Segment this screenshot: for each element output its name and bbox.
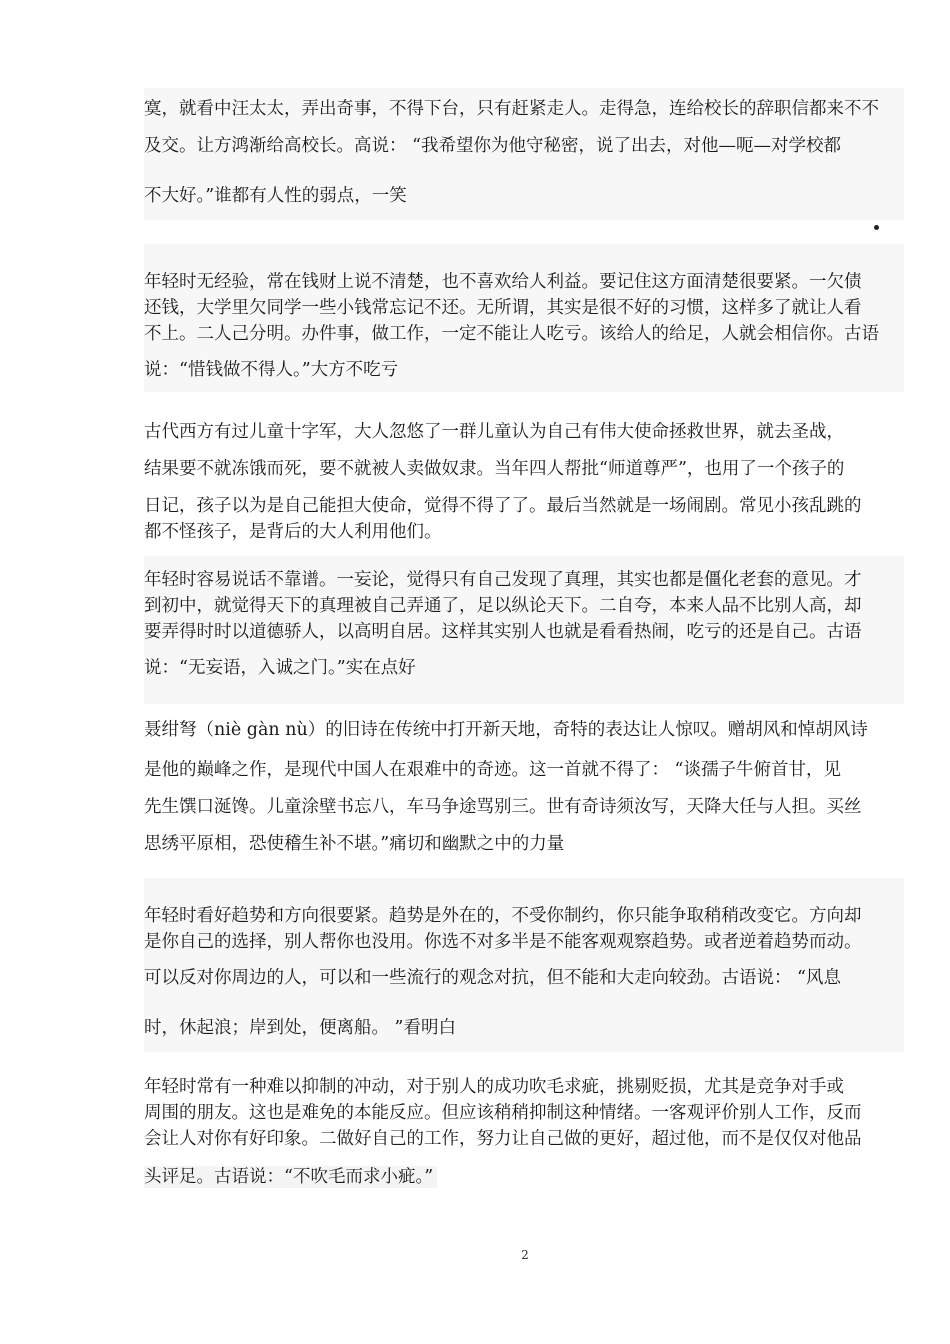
- paragraph-2: [144, 244, 904, 392]
- text-line: 时，休起浪；岸到处，便离船。 ”看明白: [144, 1018, 457, 1038]
- text-line: 是你自己的选择，别人帮你也没用。你选不对多半是不能客观观察趋势。或者逆着趋势而动。: [144, 932, 862, 952]
- text-line: 还钱，大学里欠同学一些小钱常忘记不还。无所谓，其实是很不好的习惯，这样多了就让人看: [144, 298, 862, 318]
- text-line: 寞，就看中汪太太，弄出奇事，不得下台，只有赶紧走人。走得急，连给校长的辞职信都来不不: [144, 99, 879, 119]
- text-line: 会让人对你有好印象。二做好自己的工作，努力让自己做的更好，超过他，而不是仅仅对他品: [144, 1129, 862, 1149]
- text-line: 要弄得时时以道德骄人，以高明自居。这样其实别人也就是看看热闹，吃亏的还是自己。古语: [144, 622, 862, 642]
- text-line: 年轻时常有一种难以抑制的冲动，对于别人的成功吹毛求疵，挑剔贬损，尤其是竞争对手或: [144, 1077, 844, 1097]
- paragraph-3: [144, 406, 904, 544]
- text-line: 古代西方有过儿童十字军，大人忽悠了一群儿童认为自己有伟大使命拯救世界，就去圣战，: [144, 422, 844, 442]
- text-line: 到初中，就觉得天下的真理被自己弄通了，足以纵论天下。二自夸，本来人品不比别人高，却: [144, 596, 862, 616]
- paragraph-4: [144, 556, 904, 704]
- paragraph-7: [144, 1066, 904, 1194]
- text-line: 年轻时看好趋势和方向很要紧。趋势是外在的，不受你制约，你只能争取稍稍改变它。方向却: [144, 906, 862, 926]
- text-line: 结果要不就冻饿而死，要不就被人卖做奴隶。当年四人帮批“师道尊严”，也用了一个孩子的: [144, 459, 845, 479]
- text-line: 是他的巅峰之作，是现代中国人在艰难中的奇迹。这一首就不得了： “谈孺子牛俯首甘，见: [144, 760, 842, 780]
- paragraph-1: [144, 88, 904, 220]
- text-line: 日记，孩子以为是自己能担大使命，觉得不得了了。最后当然就是一场闹剧。常见小孩乱跳的: [144, 496, 862, 516]
- text-line: 说：“惜钱做不得人。”大方不吃亏: [144, 360, 399, 380]
- text-line: 都不怪孩子，是背后的大人利用他们。: [144, 522, 442, 542]
- text-line: 不上。二人己分明。办件事，做工作，一定不能让人吃亏。该给人的给足，人就会相信你。古语: [144, 324, 879, 344]
- text-line: 聂绀弩（niè gàn nù）的旧诗在传统中打开新天地，奇特的表达让人惊叹。赠胡风和悼胡风诗: [144, 720, 868, 740]
- page-number: 2: [521, 1248, 529, 1262]
- text-line: 年轻时无经验，常在钱财上说不清楚，也不喜欢给人利益。要记住这方面清楚很要紧。一欠债: [144, 272, 862, 292]
- paragraph-6: [144, 878, 904, 1052]
- paragraph-5: [144, 704, 904, 864]
- text-line: 先生馔口涎馋。儿童涂壁书忘八，车马争途骂别三。世有奇诗须汝写，天降大任与人担。买丝: [144, 797, 862, 817]
- text-line: 说：“无妄语，入诚之门。”实在点好: [144, 658, 416, 678]
- bullet-dot: [874, 225, 879, 230]
- text-line: 周围的朋友。这也是难免的本能反应。但应该稍稍抑制这种情绪。一客观评价别人工作，反而: [144, 1103, 862, 1123]
- text-line: 头评足。古语说：“不吹毛而求小疵。”: [144, 1166, 437, 1188]
- text-line: 可以反对你周边的人，可以和一些流行的观念对抗，但不能和大走向较劲。古语说： “风息: [144, 968, 842, 988]
- text-line: 不大好。”谁都有人性的弱点，一笑: [144, 186, 407, 206]
- text-line: 思绣平原相，恐使稽生补不堪。”痛切和幽默之中的力量: [144, 834, 565, 854]
- text-line: 年轻时容易说话不靠谱。一妄论，觉得只有自己发现了真理，其实也都是僵化老套的意见。才: [144, 570, 862, 590]
- text-line: 及交。让方鸿渐给高校长。高说： “我希望你为他守秘密，说了出去，对他—呃—对学校都: [144, 136, 842, 156]
